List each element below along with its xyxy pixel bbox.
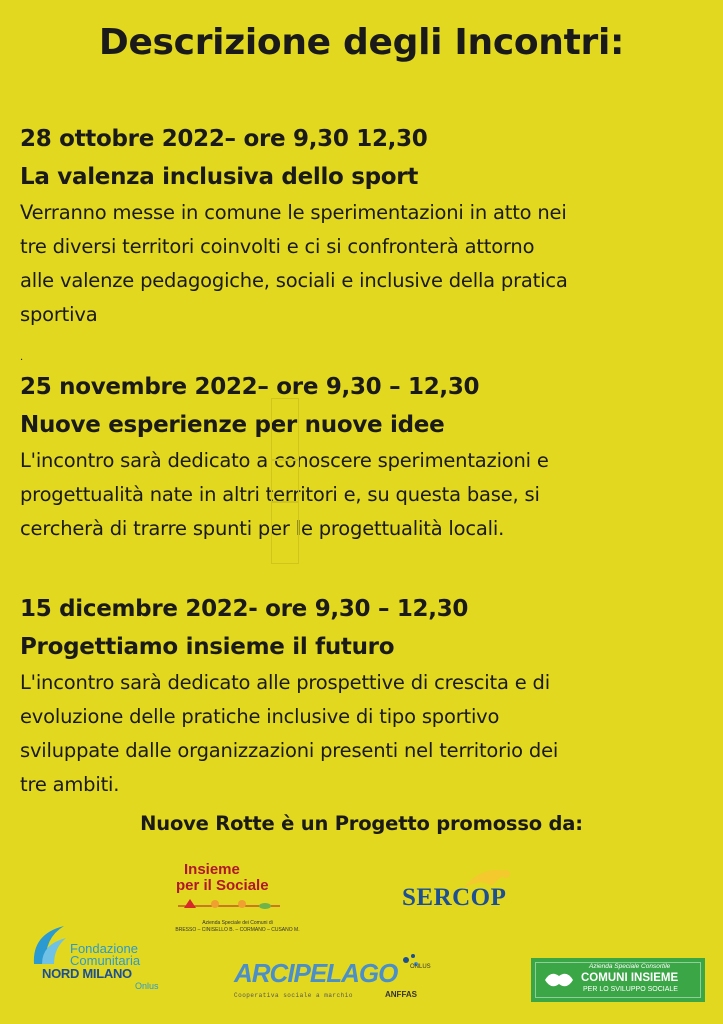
description-line: L'incontro sarà dedicato a conoscere sperimentazioni e: [20, 449, 549, 472]
meeting-2: [20, 368, 710, 546]
logo-text: per il Sociale: [176, 877, 269, 894]
logo-text: Onlus: [135, 981, 159, 991]
description-line: Verranno messe in comune le sperimentazioni in atto nei: [20, 201, 567, 224]
meeting-3: [20, 590, 710, 802]
logo-text: Azienda Speciale Consortile: [589, 963, 671, 970]
placeholder-box: [271, 502, 299, 564]
arcipelago-logo: [230, 950, 430, 1006]
description-line: sviluppate dalle organizzazioni presenti nel territorio dei: [20, 739, 559, 762]
meeting-2-description: [20, 444, 710, 546]
description-line: tre diversi territori coinvolti e ci si confronterà attorno: [20, 235, 535, 258]
description-line: sportiva: [20, 303, 98, 326]
fondazione-comunitaria-logo: [30, 920, 160, 992]
placeholder-box: [271, 460, 299, 502]
meeting-2-date: 25 novembre 2022– ore 9,30 – 12,30: [20, 374, 480, 400]
description-line: cercherà di trarre spunti per le progettualità locali.: [20, 517, 505, 540]
logo-text: SERCOP: [402, 884, 507, 911]
logo-tagline: BRESSO – CINISELLO B. – CORMANO – CUSANO M.: [175, 927, 300, 933]
wave-icon: [30, 920, 70, 968]
meeting-1: [20, 120, 710, 332]
description-line: L'incontro sarà dedicato alle prospettive di crescita e di: [20, 671, 550, 694]
logo-subtitle: Cooperativa sociale a marchio: [234, 992, 353, 999]
meeting-2-title: Nuove esperienze per nuove idee: [20, 412, 445, 438]
handshake-icon: [541, 962, 577, 998]
meeting-1-description: [20, 196, 710, 332]
logo-text: Insieme: [184, 861, 240, 878]
meeting-3-date: 15 dicembre 2022- ore 9,30 – 12,30: [20, 596, 469, 622]
sercop-logo: [402, 868, 514, 918]
page-title: Descrizione degli Incontri:: [98, 22, 625, 63]
description-line: evoluzione delle pratiche inclusive di tipo sportivo: [20, 705, 500, 728]
description-line: tre ambiti.: [20, 773, 120, 796]
meeting-3-description: [20, 666, 710, 802]
meeting-1-title: La valenza inclusiva dello sport: [20, 164, 419, 190]
description-line: alle valenze pedagogiche, sociali e inclusive della pratica: [20, 269, 568, 292]
logo-tagline: Azienda Speciale dei Comuni di: [202, 920, 273, 926]
promoted-by-heading: Nuove Rotte è un Progetto promosso da:: [140, 812, 583, 835]
insieme-per-il-sociale-logo: [170, 862, 305, 934]
logo-text: COMUNI INSIEME: [581, 972, 679, 984]
stray-dot: .: [20, 352, 24, 363]
logo-text: ARCIPELAGO: [234, 958, 398, 988]
meeting-3-title: Progettiamo insieme il futuro: [20, 634, 395, 660]
logo-text: PER LO SVILUPPO SOCIALE: [583, 986, 678, 993]
comuni-insieme-logo: [531, 958, 705, 1002]
meeting-1-date: 28 ottobre 2022– ore 9,30 12,30: [20, 126, 428, 152]
description-line: progettualità nate in altri territori e, su questa base, si: [20, 483, 540, 506]
placeholder-box: [271, 398, 299, 460]
logo-text: ANFFAS: [385, 990, 417, 999]
logo-text: Comunitaria: [70, 953, 141, 968]
people-icon: [170, 894, 305, 916]
logo-text: ONLUS: [410, 964, 431, 970]
logo-text: NORD MILANO: [42, 966, 132, 981]
logo-text: Fondazione: [70, 941, 138, 956]
